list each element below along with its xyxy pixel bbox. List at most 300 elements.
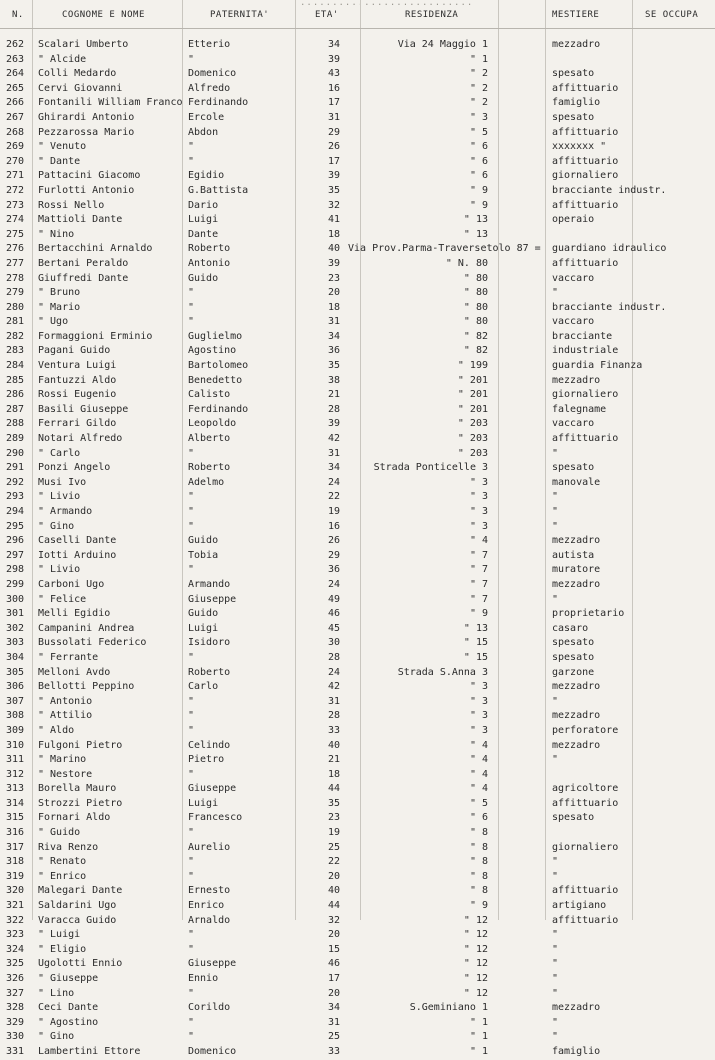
cell-res: " 2	[469, 82, 488, 94]
cell-name: Bellotti Peppino	[38, 681, 135, 693]
cell-name: " Alcide	[38, 53, 87, 65]
cell-pat: "	[188, 695, 195, 707]
cell-eta: 23	[328, 272, 341, 284]
cell-res: " 9	[469, 199, 488, 211]
cell-n: 266	[6, 97, 25, 109]
table-row	[0, 432, 715, 447]
cell-pat: "	[188, 651, 195, 663]
table-row	[0, 972, 715, 987]
cell-mes: vaccaro	[552, 272, 595, 284]
cell-res: " 12	[463, 914, 488, 926]
cell-n: 300	[6, 593, 25, 605]
table-row	[0, 330, 715, 345]
cell-res: " 3	[469, 695, 488, 707]
cell-pat: Guido	[188, 608, 219, 620]
cell-eta: 39	[328, 257, 341, 269]
cell-res: " 2	[469, 97, 488, 109]
cell-pat: Enrico	[188, 900, 225, 912]
cell-mes: famiglio	[552, 1045, 601, 1057]
cell-mes: "	[552, 491, 559, 503]
cell-eta: 42	[328, 681, 341, 693]
table-row	[0, 344, 715, 359]
cell-pat: Guido	[188, 272, 219, 284]
table-row	[0, 403, 715, 418]
cell-res: " 12	[463, 943, 488, 955]
cell-res: " 1	[469, 53, 488, 65]
cell-n: 325	[6, 958, 25, 970]
cell-res: " 13	[463, 228, 488, 240]
cell-res: " 80	[463, 287, 488, 299]
cell-mes: bracciante industr.	[552, 301, 667, 313]
cell-name: " Gino	[38, 1031, 75, 1043]
cell-n: 307	[6, 695, 25, 707]
cell-mes: garzone	[552, 666, 595, 678]
cell-res: " 6	[469, 155, 488, 167]
cell-eta: 28	[328, 403, 341, 415]
table-row	[0, 286, 715, 301]
cell-pat: Dario	[188, 199, 219, 211]
table-row	[0, 301, 715, 316]
cell-eta: 38	[328, 374, 341, 386]
cell-res: " 7	[469, 593, 488, 605]
cell-name: Bussolati Federico	[38, 637, 147, 649]
cell-res: " 4	[469, 754, 488, 766]
cell-n: 323	[6, 929, 25, 941]
cell-res: " 6	[469, 141, 488, 153]
cell-eta: 18	[328, 228, 341, 240]
table-row	[0, 593, 715, 608]
cell-pat: "	[188, 155, 195, 167]
header-eta: ETA'	[315, 10, 339, 20]
cell-n: 288	[6, 418, 25, 430]
cell-res: " 12	[463, 958, 488, 970]
cell-mes: operaio	[552, 214, 595, 226]
cell-res: " 7	[469, 564, 488, 576]
cell-eta: 45	[328, 622, 341, 634]
cell-res: " 3	[469, 491, 488, 503]
cell-mes: affittuario	[552, 257, 619, 269]
cell-n: 294	[6, 506, 25, 517]
cell-eta: 24	[328, 476, 341, 488]
cell-eta: 16	[328, 520, 341, 532]
cell-pat: "	[188, 564, 195, 576]
cell-mes: bracciante industr.	[552, 184, 667, 196]
top-dotted-line: ...........................	[300, 0, 474, 8]
cell-n: 285	[6, 374, 25, 386]
cell-mes: bracciante	[552, 330, 613, 342]
cell-eta: 19	[328, 506, 341, 517]
cell-n: 302	[6, 622, 25, 634]
cell-mes: guardiano idraulico	[552, 243, 667, 255]
cell-pat: "	[188, 301, 195, 313]
cell-res: " 4	[469, 535, 488, 547]
cell-eta: 24	[328, 578, 341, 590]
cell-name: Basili Giuseppe	[38, 403, 129, 415]
table-row	[0, 38, 715, 53]
cell-eta: 15	[328, 943, 341, 955]
cell-n: 276	[6, 243, 25, 255]
cell-n: 314	[6, 797, 25, 809]
cell-n: 273	[6, 199, 25, 211]
cell-eta: 31	[328, 316, 341, 328]
table-row	[0, 855, 715, 870]
cell-pat: G.Battista	[188, 184, 249, 196]
cell-n: 286	[6, 389, 25, 401]
cell-name: Riva Renzo	[38, 841, 99, 853]
cell-eta: 28	[328, 710, 341, 722]
cell-pat: Calisto	[188, 389, 231, 401]
cell-mes: mezzadro	[552, 710, 601, 722]
cell-res: " 5	[469, 797, 488, 809]
cell-eta: 20	[328, 870, 341, 882]
cell-name: Lambertini Ettore	[38, 1045, 141, 1057]
table-row	[0, 957, 715, 972]
cell-eta: 42	[328, 433, 341, 445]
cell-mes: affittuario	[552, 885, 619, 897]
cell-name: Formaggioni Erminio	[38, 330, 153, 342]
cell-mes: affittuario	[552, 82, 619, 94]
cell-mes: spesato	[552, 68, 595, 80]
table-row	[0, 666, 715, 681]
cell-mes: guardia Finanza	[552, 360, 643, 372]
cell-pat: Abdon	[188, 126, 219, 138]
cell-name: " Guido	[38, 827, 81, 839]
cell-mes: industriale	[552, 345, 619, 357]
cell-mes: artigiano	[552, 900, 607, 912]
cell-eta: 18	[328, 301, 341, 313]
cell-pat: Antonio	[188, 257, 231, 269]
cell-name: Malegari Dante	[38, 885, 123, 897]
cell-name: Ventura Luigi	[38, 360, 117, 372]
cell-pat: Giuseppe	[188, 958, 237, 970]
cell-eta: 40	[328, 739, 341, 751]
cell-pat: Armando	[188, 578, 231, 590]
cell-eta: 26	[328, 141, 341, 153]
cell-res: " 8	[469, 856, 488, 868]
cell-res: " 9	[469, 900, 488, 912]
cell-pat: Giuseppe	[188, 593, 237, 605]
cell-pat: "	[188, 491, 195, 503]
table-row	[0, 242, 715, 257]
table-row	[0, 228, 715, 243]
cell-pat: Giuseppe	[188, 783, 237, 795]
cell-res: " 8	[469, 885, 488, 897]
cell-n: 319	[6, 870, 25, 882]
cell-n: 297	[6, 549, 25, 561]
cell-name: " Enrico	[38, 870, 87, 882]
cell-pat: "	[188, 1016, 195, 1028]
cell-res: " 203	[457, 447, 488, 459]
cell-pat: "	[188, 768, 195, 780]
cell-pat: "	[188, 827, 195, 839]
cell-mes: spesato	[552, 637, 595, 649]
cell-name: " Marino	[38, 754, 87, 766]
table-row	[0, 461, 715, 476]
cell-name: " Renato	[38, 856, 87, 868]
cell-n: 274	[6, 214, 25, 226]
table-row	[0, 388, 715, 403]
cell-res: " 7	[469, 549, 488, 561]
cell-pat: "	[188, 724, 195, 736]
cell-pat: "	[188, 943, 195, 955]
cell-name: Campanini Andrea	[38, 622, 135, 634]
cell-name: Giuffredi Dante	[38, 272, 129, 284]
table-row	[0, 607, 715, 622]
cell-pat: Dante	[188, 228, 219, 240]
cell-res: " 4	[469, 768, 488, 780]
cell-res: " 203	[457, 433, 488, 445]
cell-mes: agricoltore	[552, 783, 619, 795]
cell-pat: "	[188, 287, 195, 299]
cell-n: 272	[6, 184, 25, 196]
cell-name: Melli Egidio	[38, 608, 111, 620]
cell-pat: "	[188, 447, 195, 459]
cell-res: " 9	[469, 608, 488, 620]
cell-eta: 33	[328, 724, 341, 736]
cell-pat: Tobia	[188, 549, 219, 561]
cell-mes: affittuario	[552, 797, 619, 809]
cell-pat: Alfredo	[188, 82, 231, 94]
table-row	[0, 709, 715, 724]
cell-res: " 3	[469, 710, 488, 722]
cell-n: 271	[6, 170, 25, 182]
table-row	[0, 884, 715, 899]
cell-name: " Dante	[38, 155, 81, 167]
cell-eta: 25	[328, 1031, 341, 1043]
table-row	[0, 1045, 715, 1060]
cell-res: " 1	[469, 1045, 488, 1057]
cell-name: Strozzi Pietro	[38, 797, 123, 809]
cell-n: 301	[6, 608, 25, 620]
cell-res: " 15	[463, 651, 488, 663]
cell-res: " 201	[457, 403, 488, 415]
cell-eta: 34	[328, 1002, 341, 1014]
cell-res: " 8	[469, 870, 488, 882]
cell-eta: 35	[328, 797, 341, 809]
cell-pat: Ferdinando	[188, 97, 249, 109]
table-row	[0, 169, 715, 184]
cell-name: Pezzarossa Mario	[38, 126, 135, 138]
cell-pat: "	[188, 506, 195, 517]
cell-eta: 44	[328, 783, 341, 795]
cell-res: " 3	[469, 506, 488, 517]
header-num: N.	[12, 10, 24, 20]
cell-mes: spesato	[552, 111, 595, 123]
cell-name: " Livio	[38, 564, 81, 576]
cell-mes: "	[552, 870, 559, 882]
cell-res: " 3	[469, 520, 488, 532]
cell-name: Ceci Dante	[38, 1002, 99, 1014]
table-row	[0, 257, 715, 272]
cell-name: " Livio	[38, 491, 81, 503]
cell-res: " 13	[463, 214, 488, 226]
cell-n: 330	[6, 1031, 25, 1043]
cell-pat: Egidio	[188, 170, 225, 182]
cell-mes: "	[552, 856, 559, 868]
table-row	[0, 622, 715, 637]
cell-name: Melloni Avdo	[38, 666, 111, 678]
table-row	[0, 82, 715, 97]
cell-res: " 1	[469, 1031, 488, 1043]
table-row	[0, 140, 715, 155]
cell-mes: "	[552, 943, 559, 955]
cell-eta: 44	[328, 900, 341, 912]
cell-eta: 29	[328, 126, 341, 138]
cell-res: " 80	[463, 272, 488, 284]
cell-n: 315	[6, 812, 25, 824]
cell-n: 321	[6, 900, 25, 912]
cell-pat: Aurelio	[188, 841, 231, 853]
cell-res: " 82	[463, 330, 488, 342]
cell-pat: Benedetto	[188, 374, 243, 386]
table-row	[0, 67, 715, 82]
cell-res: " 201	[457, 389, 488, 401]
cell-pat: Ferdinando	[188, 403, 249, 415]
cell-res: S.Geminiano 1	[409, 1002, 488, 1014]
cell-name: Furlotti Antonio	[38, 184, 135, 196]
table-row	[0, 870, 715, 885]
cell-mes: affittuario	[552, 155, 619, 167]
cell-pat: "	[188, 53, 195, 65]
cell-res: " 80	[463, 316, 488, 328]
cell-eta: 30	[328, 637, 341, 649]
cell-res: " 13	[463, 622, 488, 634]
cell-mes: mezzadro	[552, 535, 601, 547]
cell-name: " Ferrante	[38, 651, 99, 663]
table-row	[0, 782, 715, 797]
cell-name: " Armando	[38, 506, 93, 517]
cell-pat: "	[188, 987, 195, 999]
table-row	[0, 739, 715, 754]
table-row	[0, 841, 715, 856]
cell-n: 329	[6, 1016, 25, 1028]
cell-n: 280	[6, 301, 25, 313]
cell-mes: giornaliero	[552, 170, 619, 182]
cell-mes: "	[552, 987, 559, 999]
cell-mes: "	[552, 520, 559, 532]
table-row	[0, 272, 715, 287]
table-row	[0, 53, 715, 68]
cell-name: " Aldo	[38, 724, 75, 736]
cell-pat: "	[188, 520, 195, 532]
cell-eta: 46	[328, 958, 341, 970]
cell-eta: 36	[328, 564, 341, 576]
cell-eta: 34	[328, 39, 341, 50]
cell-mes: vaccaro	[552, 316, 595, 328]
cell-res: " 5	[469, 126, 488, 138]
header-residenza: RESIDENZA	[405, 10, 459, 20]
table-row	[0, 563, 715, 578]
cell-n: 327	[6, 987, 25, 999]
cell-res: " 201	[457, 374, 488, 386]
cell-eta: 43	[328, 68, 341, 80]
cell-mes: mezzadro	[552, 739, 601, 751]
cell-res: " 1	[469, 1016, 488, 1028]
cell-pat: Domenico	[188, 68, 237, 80]
cell-n: 267	[6, 111, 25, 123]
cell-n: 312	[6, 768, 25, 780]
cell-eta: 22	[328, 856, 341, 868]
table-row	[0, 359, 715, 374]
cell-n: 289	[6, 433, 25, 445]
table-row	[0, 899, 715, 914]
cell-pat: Roberto	[188, 666, 231, 678]
cell-eta: 19	[328, 827, 341, 839]
cell-eta: 46	[328, 608, 341, 620]
cell-pat: Francesco	[188, 812, 243, 824]
cell-n: 326	[6, 973, 25, 984]
cell-mes: spesato	[552, 651, 595, 663]
cell-mes: "	[552, 506, 559, 517]
table-row	[0, 534, 715, 549]
cell-eta: 17	[328, 973, 341, 984]
cell-n: 331	[6, 1045, 25, 1057]
cell-eta: 39	[328, 53, 341, 65]
cell-mes: affittuario	[552, 199, 619, 211]
cell-eta: 32	[328, 199, 341, 211]
cell-n: 328	[6, 1002, 25, 1014]
cell-name: " Gino	[38, 520, 75, 532]
cell-res: " 199	[457, 360, 488, 372]
cell-pat: Luigi	[188, 214, 219, 226]
cell-pat: Bartolomeo	[188, 360, 249, 372]
header-se-occupa: SE OCCUPA	[645, 10, 699, 20]
table-row	[0, 549, 715, 564]
cell-res: " 7	[469, 578, 488, 590]
cell-res: " 8	[469, 827, 488, 839]
cell-name: Ugolotti Ennio	[38, 958, 123, 970]
cell-mes: mezzadro	[552, 374, 601, 386]
cell-eta: 18	[328, 768, 341, 780]
cell-mes: "	[552, 593, 559, 605]
cell-pat: "	[188, 141, 195, 153]
cell-name: Ponzi Angelo	[38, 462, 111, 474]
cell-mes: casaro	[552, 622, 589, 634]
cell-pat: Luigi	[188, 797, 219, 809]
cell-eta: 34	[328, 330, 341, 342]
cell-name: Rossi Nello	[38, 199, 105, 211]
cell-n: 296	[6, 535, 25, 547]
cell-eta: 20	[328, 929, 341, 941]
cell-mes: manovale	[552, 476, 601, 488]
table-row	[0, 505, 715, 520]
cell-n: 282	[6, 330, 25, 342]
cell-name: Ghirardi Antonio	[38, 111, 135, 123]
cell-n: 306	[6, 681, 25, 693]
cell-pat: "	[188, 929, 195, 941]
cell-name: Bertani Peraldo	[38, 257, 129, 269]
cell-n: 291	[6, 462, 25, 474]
cell-name: Saldarini Ugo	[38, 900, 117, 912]
cell-eta: 26	[328, 535, 341, 547]
cell-mes: "	[552, 695, 559, 707]
cell-pat: Adelmo	[188, 476, 225, 488]
table-row	[0, 826, 715, 841]
table-row	[0, 943, 715, 958]
cell-name: " Bruno	[38, 287, 81, 299]
cell-name: Rossi Eugenio	[38, 389, 117, 401]
cell-n: 268	[6, 126, 25, 138]
cell-eta: 31	[328, 447, 341, 459]
cell-mes: proprietario	[552, 608, 625, 620]
table-row	[0, 797, 715, 812]
cell-n: 287	[6, 403, 25, 415]
table-row	[0, 1030, 715, 1045]
cell-name: " Nestore	[38, 768, 93, 780]
cell-eta: 28	[328, 651, 341, 663]
cell-n: 281	[6, 316, 25, 328]
cell-mes: "	[552, 447, 559, 459]
